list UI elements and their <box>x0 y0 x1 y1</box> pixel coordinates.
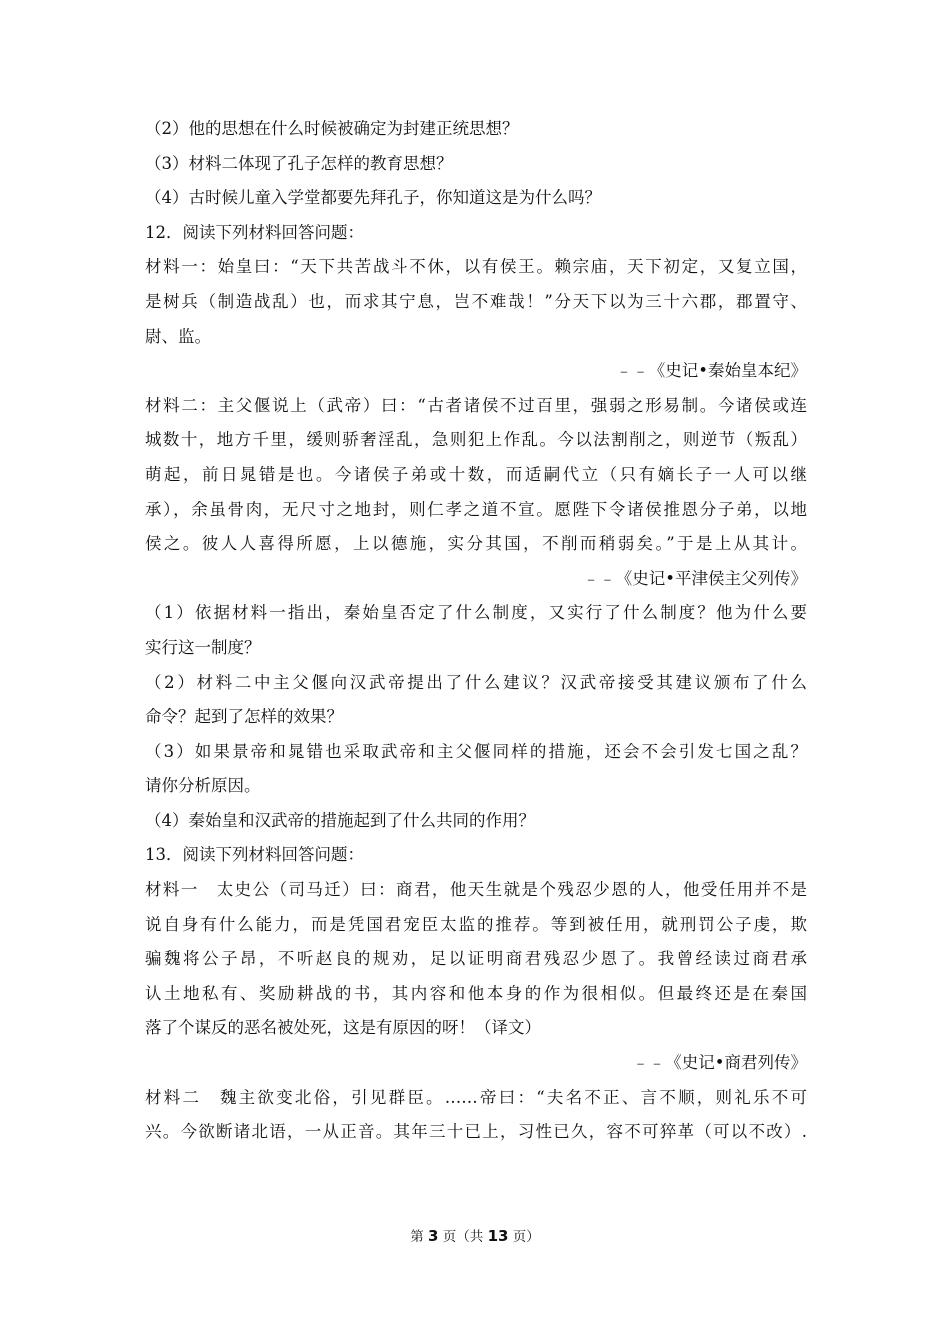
material-2-line-1: 材料二：主父偃说上（武帝）曰：“古者诸侯不过百里，强弱之形易制。今诸侯或连 <box>145 395 807 415</box>
question-12-heading: 12．阅读下列材料回答问题： <box>145 222 364 242</box>
q12-sub2-line-2: 命令？起到了怎样的效果？ <box>145 707 343 727</box>
document-page <box>145 112 807 1150</box>
question-2-line: （2）他的思想在什么时候被确定为封建正统思想？ <box>145 119 519 138</box>
q13-material-1-line-5: 落了个谋反的恶名被处死，这是有原因的呀！（译文） <box>145 1018 541 1038</box>
q12-sub4-line: （4）秦始皇和汉武帝的措施起到了什么共同的作用？ <box>145 810 535 830</box>
footer-prefix: 第 <box>410 1229 424 1245</box>
footer-total-pages: 13 <box>487 1227 509 1245</box>
q12-sub3-line-1: （3）如果景帝和晁错也采取武帝和主父偃同样的措施，还会不会引发七国之乱？ <box>145 741 807 761</box>
material-1-line-2: 是树兵（制造战乱）也，而求其宁息，岂不难哉！”分天下以为三十六郡，郡置守、 <box>145 291 807 311</box>
q13-material-1-line-3: 骗魏将公子昂，不听赵良的规劝，足以证明商君残忍少恩了。我曾经读过商君承 <box>145 949 807 969</box>
q12-sub1-line-1: （1）依据材料一指出，秦始皇否定了什么制度，又实行了什么制度？他为什么要 <box>145 603 807 623</box>
page-footer <box>0 1226 950 1247</box>
q13-material-1-line-4: 认土地私有、奖励耕战的书，其内容和他本身的作为很相似。但最终还是在秦国 <box>145 983 807 1003</box>
source-citation-1: ﹣﹣《史记•秦始皇本纪》 <box>615 361 807 381</box>
material-1-line-1: 材料一：始皇曰：“天下共苦战斗不休，以有侯王。赖宗庙，天下初定，又复立国， <box>145 257 807 277</box>
q12-sub2-line-1: （2）材料二中主父偃向汉武帝提出了什么建议？汉武帝接受其建议颁布了什么 <box>145 672 807 692</box>
footer-page-number: 3 <box>428 1227 439 1245</box>
material-1-line-3: 尉、监。 <box>145 326 211 346</box>
footer-middle: 页（共 <box>442 1229 484 1245</box>
source-citation-2: ﹣﹣《史记•平津侯主父列传》 <box>582 568 807 588</box>
material-2-line-3: 萌起，前日晁错是也。今诸侯子弟或十数，而适嗣代立（只有嫡长子一人可以继 <box>145 464 807 484</box>
footer-suffix: 页） <box>512 1229 540 1245</box>
q13-material-1-line-1: 材料一 太史公（司马迁）曰：商君，他天生就是个残忍少恩的人，他受任用并不是 <box>145 880 807 900</box>
q12-sub3-line-2: 请你分析原因。 <box>145 776 261 796</box>
question-4-line: （4）古时候儿童入学堂都要先拜孔子，你知道这是为什么吗？ <box>145 188 601 208</box>
q13-material-1-line-2: 说自身有什么能力，而是凭国君宠臣太监的推荐。等到被任用，就刑罚公子虔，欺 <box>145 914 807 934</box>
question-3-line: （3）材料二体现了孔子怎样的教育思想？ <box>145 153 453 173</box>
source-citation-3: ﹣﹣《史记•商君列传》 <box>632 1053 807 1073</box>
q12-sub1-line-2: 实行这一制度？ <box>145 637 261 657</box>
material-2-line-4: 承），余虽骨肉，无尺寸之地封，则仁孝之道不宣。愿陛下令诸侯推恩分子弟，以地 <box>145 499 807 519</box>
material-2-line-5: 侯之。彼人人喜得所愿，上以德施，实分其国，不削而稍弱矣。”于是上从其计。 <box>145 534 807 554</box>
material-2-line-2: 城数十，地方千里，缓则骄奢淫乱，急则犯上作乱。今以法割削之，则逆节（叛乱） <box>145 430 807 450</box>
q13-material-2-line-1: 材料二 魏主欲变北俗，引见群臣。……帝曰：“夫名不正、言不顺，则礼乐不可 <box>145 1087 807 1107</box>
question-13-heading: 13．阅读下列材料回答问题： <box>145 845 364 865</box>
q13-material-2-line-2: 兴。今欲断诸北语，一从正音。其年三十已上，习性已久，容不可猝革（可以不改）. <box>145 1122 807 1142</box>
